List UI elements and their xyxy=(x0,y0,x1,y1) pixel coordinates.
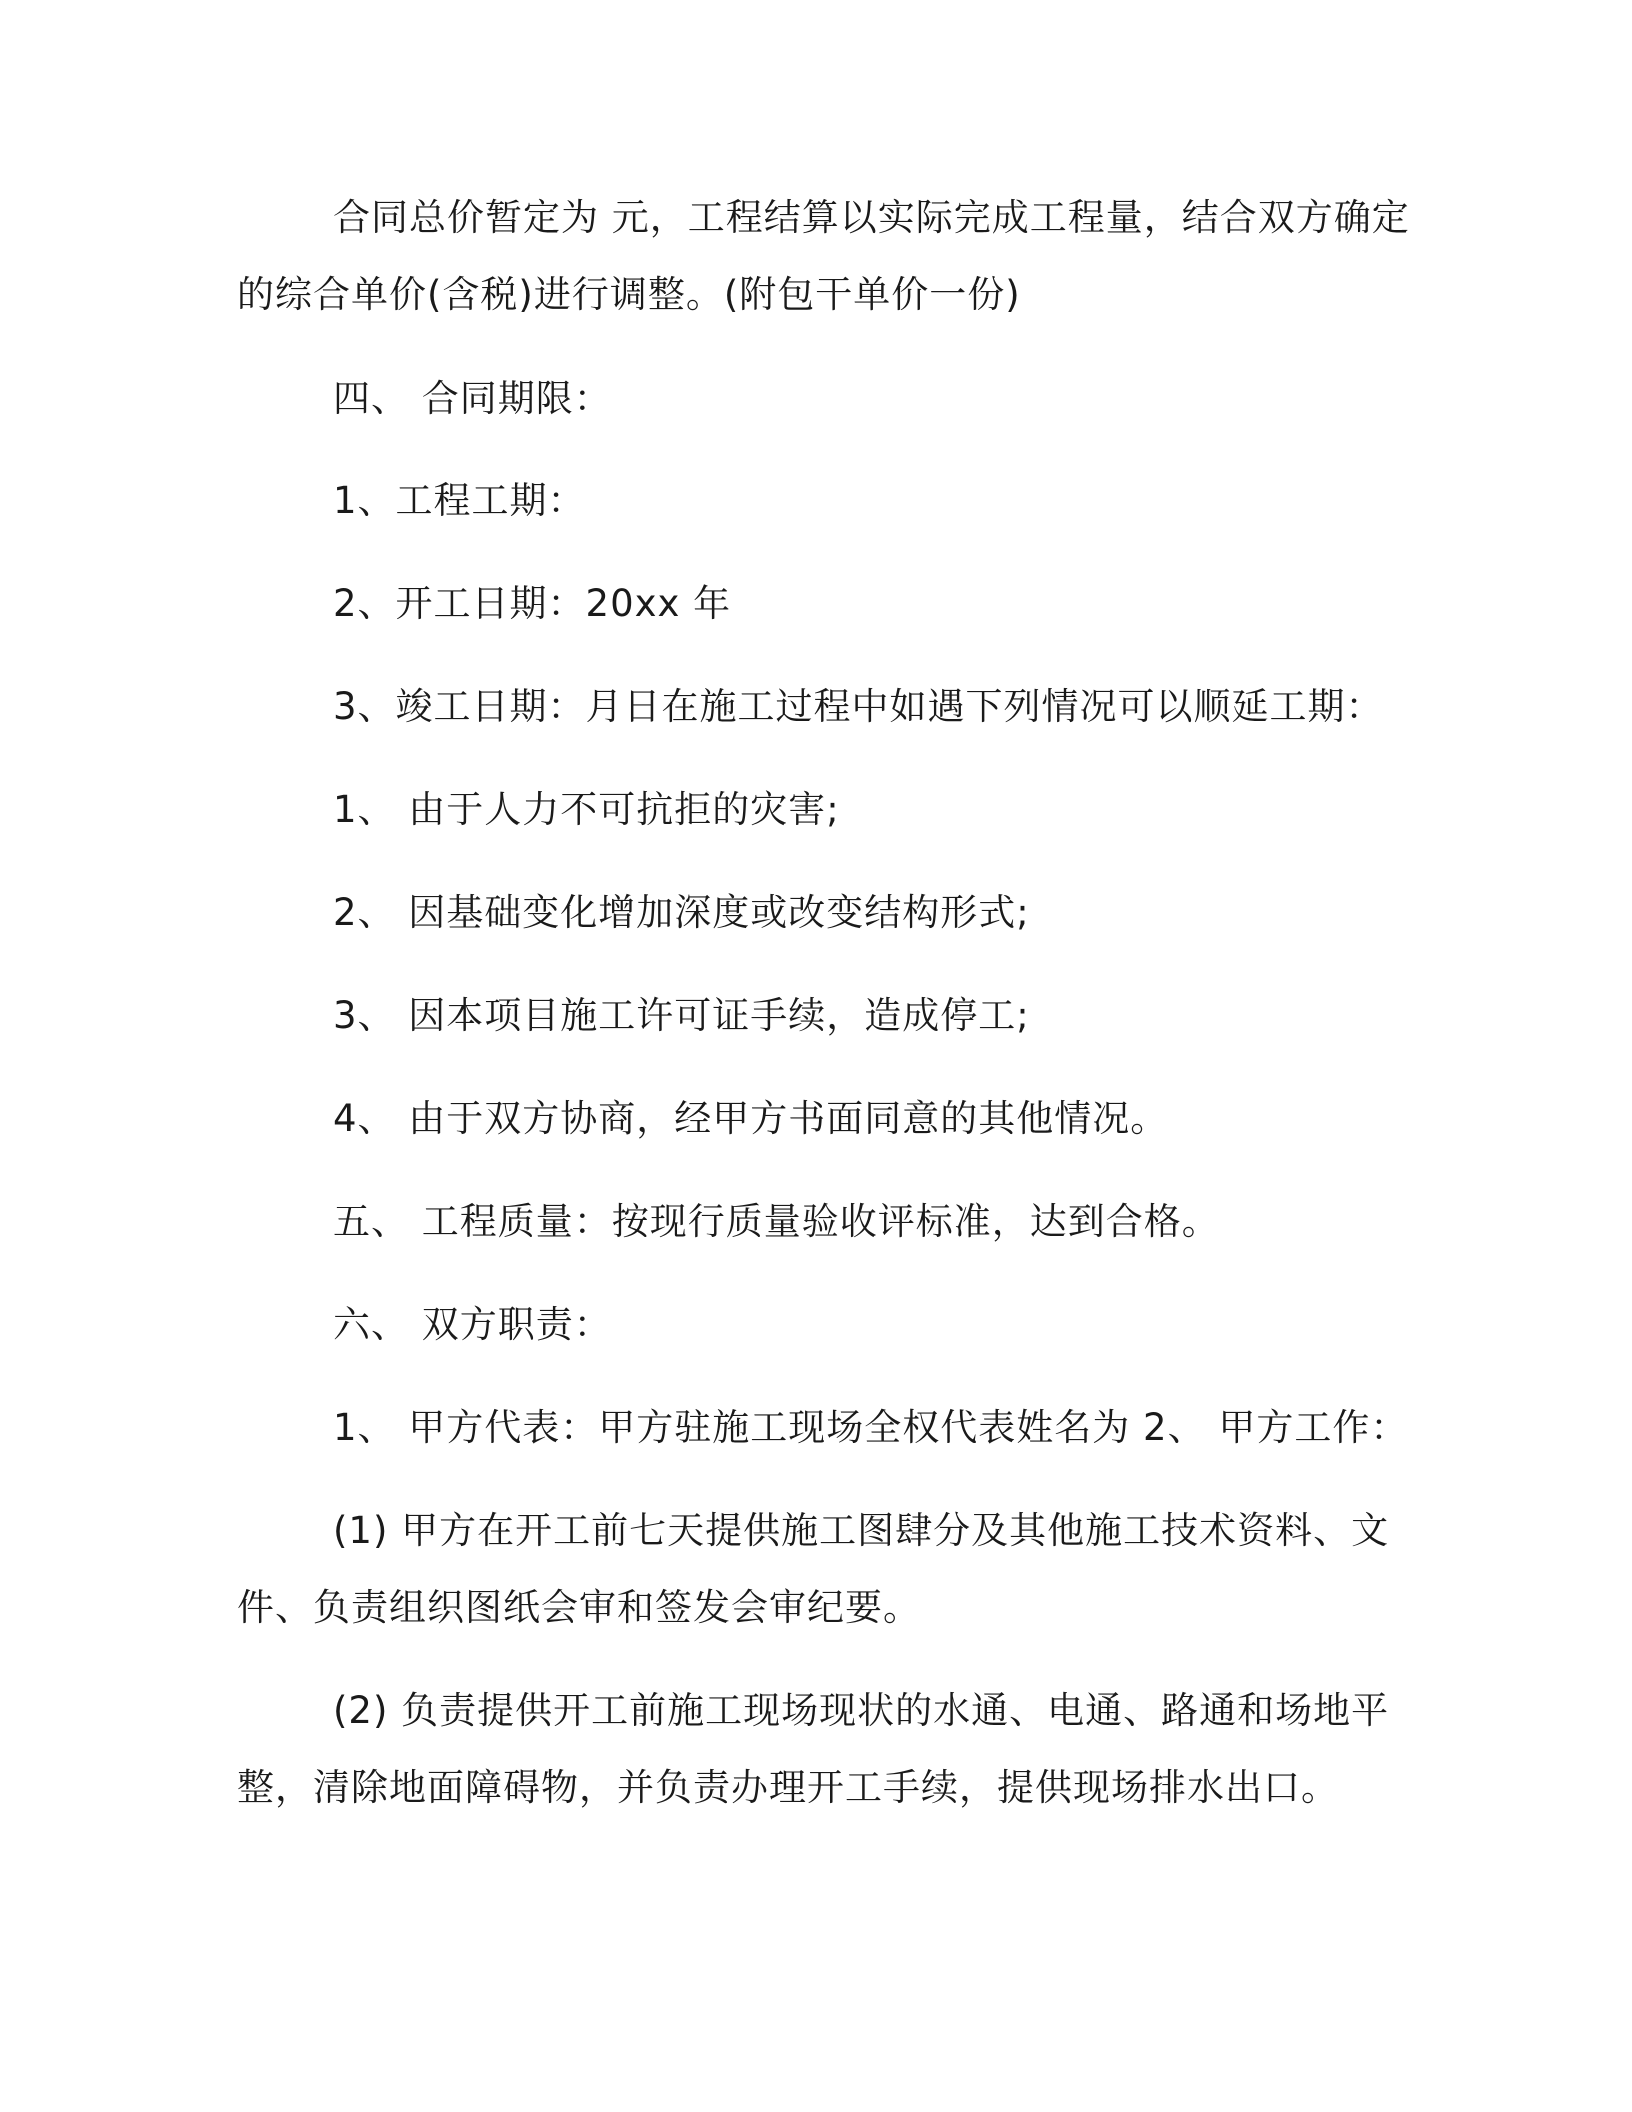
list-item: 4、 由于双方协商，经甲方书面同意的其他情况。 xyxy=(333,1097,1169,1140)
paragraph-line: (1) 甲方在开工前七天提供施工图肆分及其他施工技术资料、文 xyxy=(333,1509,1390,1552)
paragraph-line: 的综合单价(含税)进行调整。(附包干单价一份) xyxy=(237,273,1021,316)
paragraph-line: 件、负责组织图纸会审和签发会审纪要。 xyxy=(237,1586,921,1629)
list-item: 2、 因基础变化增加深度或改变结构形式; xyxy=(333,891,1030,934)
paragraph-line: 整，清除地面障碍物，并负责办理开工手续，提供现场排水出口。 xyxy=(237,1766,1339,1809)
section-heading: 五、 工程质量：按现行质量验收评标准，达到合格。 xyxy=(333,1200,1220,1243)
paragraph-line: 合同总价暂定为 元，工程结算以实际完成工程量，结合双方确定 xyxy=(333,196,1410,239)
list-item: 1、工程工期： xyxy=(333,479,586,522)
section-heading: 六、 双方职责： xyxy=(333,1303,612,1346)
list-item: 3、 因本项目施工许可证手续，造成停工; xyxy=(333,994,1030,1037)
list-item: 2、开工日期：20xx 年 xyxy=(333,582,732,625)
paragraph-line: (2) 负责提供开工前施工现场现状的水通、电通、路通和场地平 xyxy=(333,1689,1390,1732)
list-item: 3、竣工日期：月日在施工过程中如遇下列情况可以顺延工期： xyxy=(333,685,1384,728)
section-heading: 四、 合同期限： xyxy=(333,377,612,420)
list-item: 1、 甲方代表：甲方驻施工现场全权代表姓名为 2、 甲方工作： xyxy=(333,1406,1409,1449)
list-item: 1、 由于人力不可抗拒的灾害; xyxy=(333,788,840,831)
